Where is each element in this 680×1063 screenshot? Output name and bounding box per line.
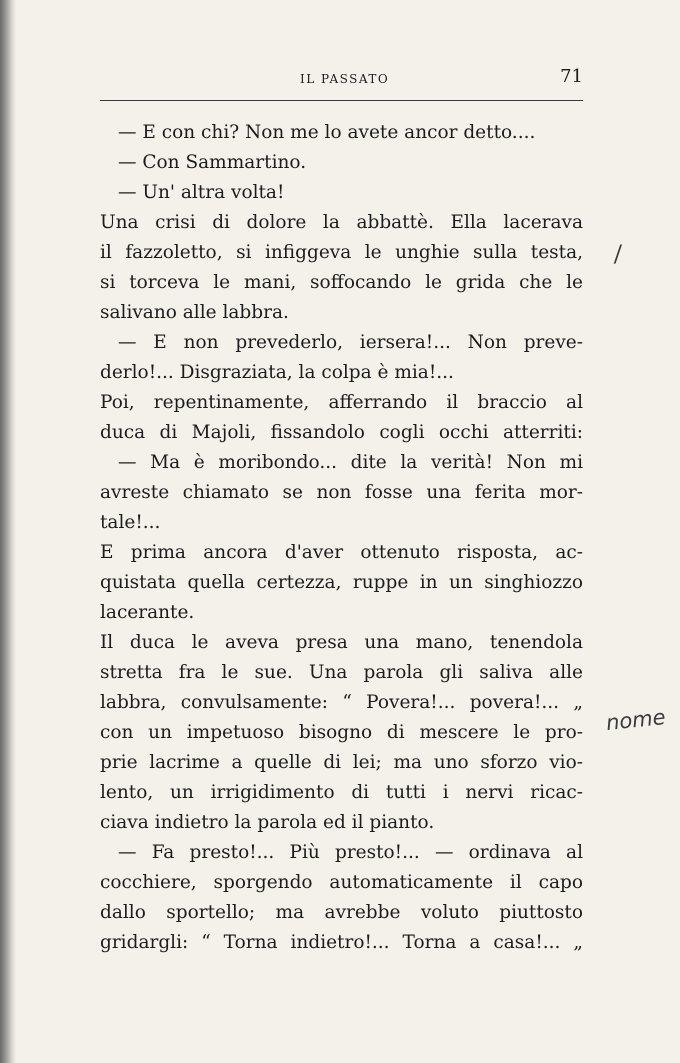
- text-line: si torceva le mani, soffocando le grida che le: [100, 272, 583, 293]
- text-line: lento, un irrigidimento di tutti i nervi ricac-: [100, 782, 583, 803]
- text-line: duca di Majoli, fissandolo cogli occhi atterriti:: [100, 422, 583, 443]
- text-line: — Fa presto!... Più presto!... — ordinava al: [118, 842, 583, 863]
- text-line: il fazzoletto, si infiggeva le unghie sulla testa,: [100, 242, 583, 263]
- text-line: prie lacrime a quelle di lei; ma uno sforzo vio-: [100, 752, 583, 773]
- text-line: — Con Sammartino.: [118, 152, 307, 173]
- text-line: cocchiere, sporgendo automaticamente il capo: [100, 872, 583, 893]
- text-line: stretta fra le sue. Una parola gli saliva alle: [100, 662, 583, 683]
- text-line: labbra, convulsamente: “ Povera!... povera!... „: [100, 692, 583, 713]
- text-line: avreste chiamato se non fosse una ferita mor-: [100, 482, 583, 503]
- body-text: [100, 118, 583, 958]
- page-header: [100, 62, 583, 92]
- page-number: 71: [560, 66, 583, 87]
- text-line: gridargli: “ Torna indietro!... Torna a casa!... „: [100, 932, 583, 953]
- text-line: E prima ancora d'aver ottenuto risposta, ac-: [100, 542, 583, 563]
- margin-note-2: nome: [604, 704, 667, 736]
- text-line: con un impetuoso bisogno di mescere le pro-: [100, 722, 583, 743]
- text-line: — E non prevederlo, iersera!... Non preve-: [118, 332, 583, 353]
- text-line: Il duca le aveva presa una mano, tenendola: [100, 632, 583, 653]
- text-line: Una crisi di dolore la abbattè. Ella lacerava: [100, 212, 583, 233]
- text-line: tale!...: [100, 512, 161, 533]
- text-line: — Ma è moribondo... dite la verità! Non mi: [118, 452, 583, 473]
- text-line: Poi, repentinamente, afferrando il braccio al: [100, 392, 583, 413]
- running-title: IL PASSATO: [300, 72, 390, 86]
- text-line: quistata quella certezza, ruppe in un singhiozzo: [100, 572, 583, 593]
- text-line: — E con chi? Non me lo avete ancor detto....: [118, 122, 536, 143]
- text-line: lacerante.: [100, 602, 195, 623]
- margin-note-1: /: [612, 241, 624, 268]
- text-line: — Un' altra volta!: [118, 182, 285, 203]
- text-line: salivano alle labbra.: [100, 302, 289, 323]
- text-line: ciava indietro la parola ed il pianto.: [100, 812, 435, 833]
- text-line: dallo sportello; ma avrebbe voluto piuttosto: [100, 902, 583, 923]
- page-binding-shadow: [0, 0, 16, 1063]
- header-rule: [100, 100, 583, 101]
- text-line: derlo!... Disgraziata, la colpa è mia!...: [100, 362, 454, 383]
